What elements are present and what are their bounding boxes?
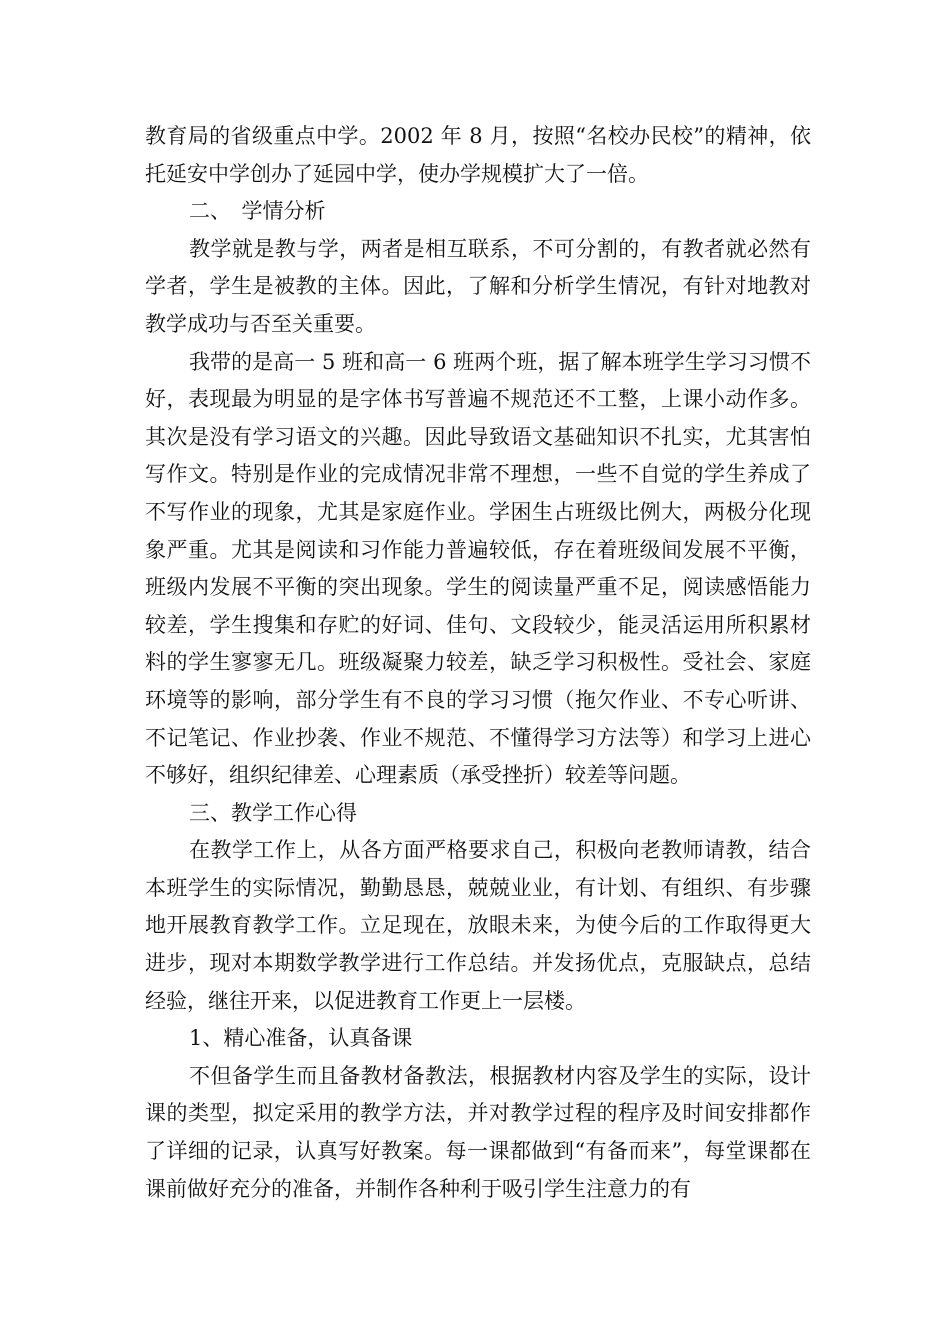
paragraph-student-situation: 我带的是高一 5 班和高一 6 班两个班，据了解本班学生学习习惯不好，表现最为明显的是字体书写普遍不规范还不工整，上课小动作多。其次是没有学习语文的兴趣。因此导致语文基础知识不扎实，尤其害怕写作文。特别是作业的完成情况非常不理想，一些不自觉的学生养成了不写作业的现象，尤其是家庭作业。学困生占班级比例大，两极分化现象严重。尤其是阅读和习作能力普遍较低，存在着班级间发展不平衡，班级内发展不平衡的突出现象。学生的阅读量严重不足，阅读感悟能力较差，学生搜集和存贮的好词、佳句、文段较少，能灵活运用所积累材料的学生寥寥无几。班级凝聚力较差，缺乏学习积极性。受社会、家庭环境等的影响，部分学生有不良的学习习惯（拖欠作业、不专心听讲、不记笔记、作业抄袭、作业不规范、不懂得学习方法等）和学习上进心不够好，组织纪律差、心理素质（承受挫折）较差等问题。: [145, 349, 811, 788]
paragraph-teaching-definition: 教学就是教与学，两者是相互联系，不可分割的，有教者就必然有学者，学生是被教的主体。因此，了解和分析学生情况，有针对地教对教学成功与否至关重要。: [145, 236, 811, 336]
section-heading-teaching-experience: 三、教学工作心得: [189, 800, 357, 825]
paragraph-teaching-work: 在教学工作上，从各方面严格要求自己，积极向老教师请教，结合本班学生的实际情况，勤勤恳恳，兢兢业业，有计划、有组织、有步骤地开展教育教学工作。立足现在，放眼未来，为使今后的工作取得更大进步，现对本期数学教学进行工作总结。并发扬优点，克服缺点，总结经验，继往开来，以促进教育工作更上一层楼。: [145, 838, 811, 1013]
paragraph-intro: 教育局的省级重点中学。2002 年 8 月，按照“名校办民校”的精神，依托延安中学创办了延园中学，使办学规模扩大了一倍。: [145, 124, 811, 186]
document-body: [145, 118, 811, 1208]
subsection-heading-lesson-prep: 1、精心准备，认真备课: [189, 1026, 413, 1051]
paragraph-lesson-prep: 不但备学生而且备教材备教法，根据教材内容及学生的实际，设计课的类型，拟定采用的教学方法，并对教学过程的程序及时间安排都作了详细的记录，认真写好教案。每一课都做到“有备而来”，每堂课都在课前做好充分的准备，并制作各种利于吸引学生注意力的有: [145, 1063, 811, 1201]
section-heading-learning-analysis: 二、 学情分析: [189, 199, 326, 224]
